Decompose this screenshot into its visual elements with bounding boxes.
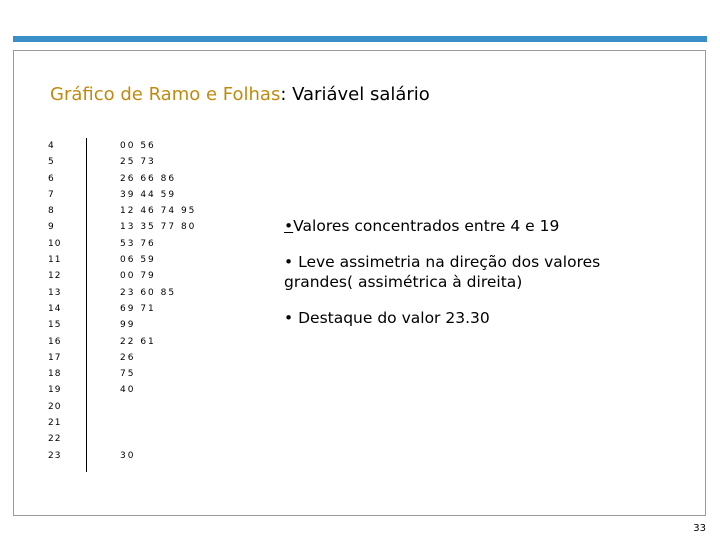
stem-value: 7	[48, 189, 55, 200]
stem-leaf-divider	[86, 138, 87, 472]
leaf-values: 69 71	[120, 303, 156, 314]
bullet-marker: •	[284, 309, 294, 327]
bullet-marker: •	[284, 253, 294, 271]
leaf-values: 13 35 77 80	[120, 222, 197, 233]
leaf-values: 23 60 85	[120, 287, 177, 298]
stem-value: 13	[48, 287, 62, 298]
leaf-column	[120, 138, 260, 464]
slide-title	[50, 84, 430, 105]
stem-value: 10	[48, 238, 62, 249]
leaf-values: 75	[120, 369, 136, 380]
stem-value: 14	[48, 303, 62, 314]
leaf-values: 06 59	[120, 255, 156, 266]
stem-value: 9	[48, 222, 55, 233]
stem-value: 22	[48, 434, 62, 445]
leaf-values	[120, 399, 260, 415]
bullet-list	[284, 216, 644, 344]
leaf-values: 26	[120, 352, 136, 363]
page-number: 33	[693, 523, 706, 534]
leaf-values: 00 56	[120, 141, 156, 151]
leaf-values	[120, 431, 260, 447]
stem-value: 16	[48, 336, 62, 347]
stem-value: 12	[48, 271, 62, 282]
stem-value: 20	[48, 401, 62, 412]
stem-value: 11	[48, 255, 62, 266]
leaf-values: 53 76	[120, 238, 156, 249]
stem-value: 4	[48, 141, 55, 151]
bullet-item	[284, 252, 644, 292]
stem-value: 6	[48, 173, 55, 184]
bullet-item	[284, 216, 644, 236]
stem-column	[48, 138, 88, 464]
top-accent-bar	[13, 36, 707, 42]
title-highlight: Gráfico de Ramo e Folhas	[50, 84, 281, 105]
bullet-marker: •	[284, 217, 294, 235]
stem-value: 19	[48, 385, 62, 396]
stem-value: 8	[48, 206, 55, 217]
bullet-text: Destaque do valor 23.30	[298, 309, 490, 327]
stem-value: 15	[48, 320, 62, 331]
stem-value: 23	[48, 450, 62, 461]
stem-value: 21	[48, 418, 62, 429]
bullet-text: Valores concentrados entre 4 e 19	[293, 217, 560, 235]
leaf-values: 99	[120, 320, 136, 331]
leaf-values: 22 61	[120, 336, 156, 347]
title-rest: : Variável salário	[280, 84, 430, 105]
leaf-values	[120, 415, 260, 431]
leaf-values: 26 66 86	[120, 173, 177, 184]
leaf-values: 30	[120, 450, 136, 461]
stem-value: 18	[48, 369, 62, 380]
leaf-values: 40	[120, 385, 136, 396]
stem-value: 5	[48, 157, 55, 168]
bullet-item	[284, 308, 644, 328]
stem-value: 17	[48, 352, 62, 363]
leaf-values: 00 79	[120, 271, 156, 282]
leaf-values: 12 46 74 95	[120, 206, 197, 217]
leaf-values: 25 73	[120, 157, 156, 168]
bullet-text: Leve assimetria na direção dos valores grandes( assimétrica à direita)	[284, 253, 601, 291]
leaf-values: 39 44 59	[120, 189, 177, 200]
